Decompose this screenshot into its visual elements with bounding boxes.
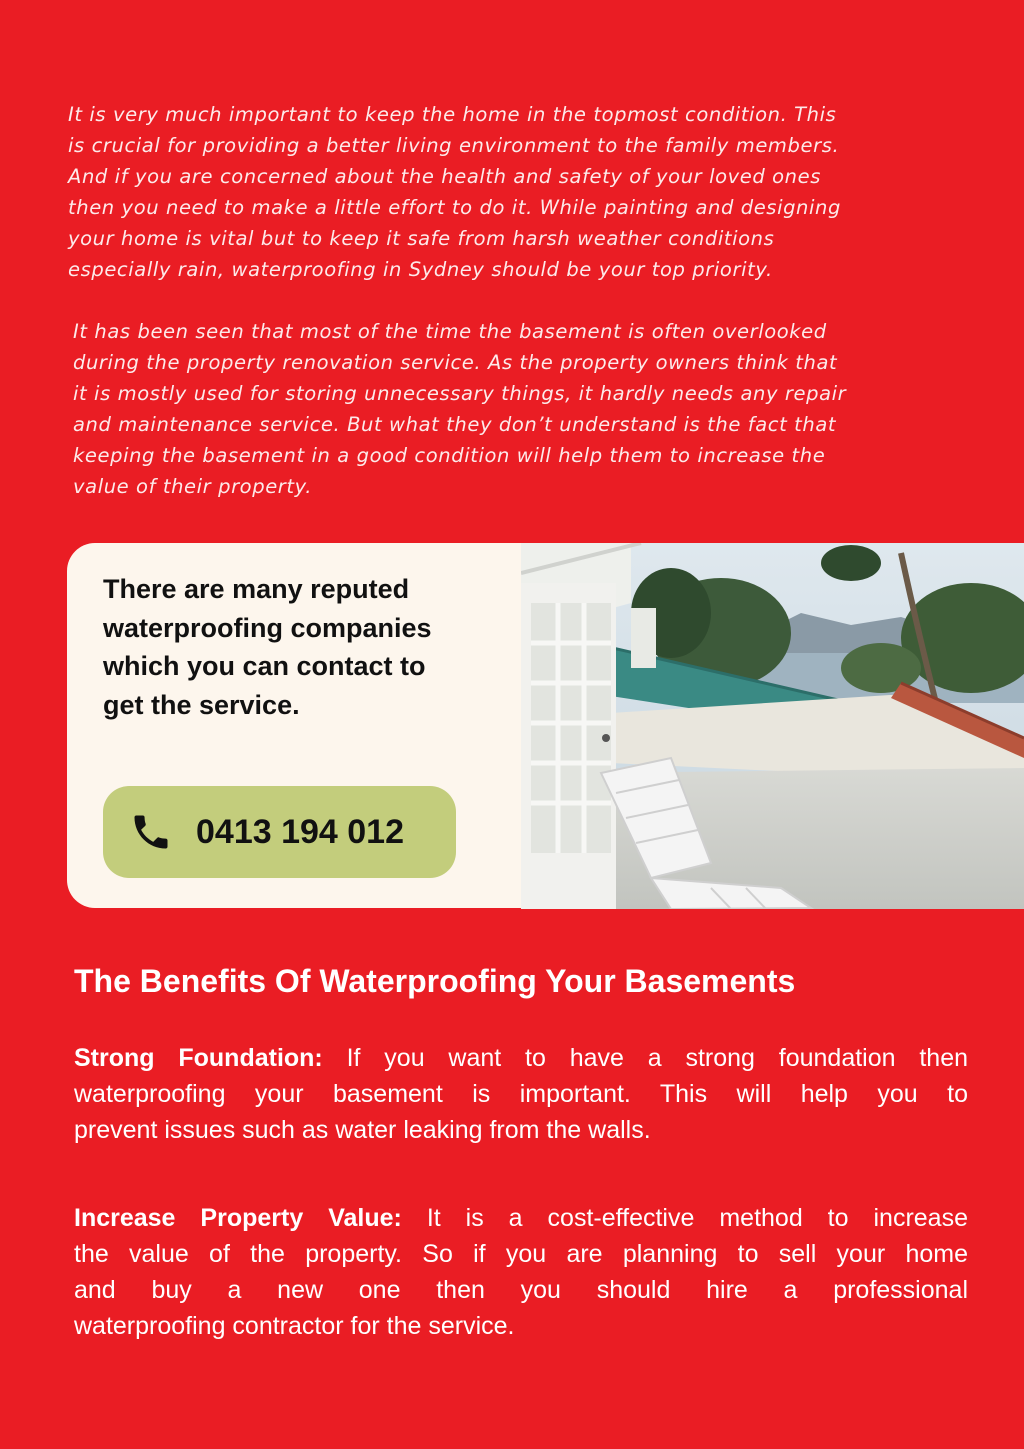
intro-line: keeping the basement in a good condition will help them to increase the (73, 444, 826, 467)
intro-line: is crucial for providing a better living environment to the family members. (68, 134, 840, 157)
promo-line: which you can contact to (103, 651, 426, 681)
intro-paragraph-2 (73, 316, 973, 502)
intro-line: especially rain, waterproofing in Sydney should be your top priority. (68, 258, 773, 281)
benefit-label: Increase Property Value: (74, 1204, 402, 1232)
benefit-line (74, 1040, 968, 1076)
benefit-line: waterproofing your basement is important. This will help you to (74, 1080, 968, 1108)
benefit-strong-foundation (74, 1040, 968, 1148)
benefits-title: The Benefits Of Waterproofing Your Basements (74, 963, 796, 999)
benefit-line (74, 1200, 968, 1236)
benefit-text: If you want to have a strong foundation then (346, 1044, 969, 1072)
phone-number[interactable]: 0413 194 012 (196, 813, 404, 851)
intro-line: value of their property. (73, 475, 313, 498)
promo-line: waterproofing companies (103, 612, 432, 643)
intro-line: it is mostly used for storing unnecessary things, it hardly needs any repair (73, 382, 847, 405)
benefit-line: and buy a new one then you should hire a professional (74, 1276, 968, 1304)
benefit-property-value (74, 1200, 968, 1344)
intro-line: and maintenance service. But what they don’t understand is the fact that (73, 413, 837, 436)
intro-line: during the property renovation service. As the property owners think that (73, 351, 838, 374)
promo-text (103, 570, 503, 724)
benefit-text: It is a cost-effective method to increase (426, 1204, 968, 1232)
intro-line: then you need to make a little effort to do it. While painting and designing (68, 196, 841, 219)
benefit-line: prevent issues such as water leaking from the walls. (74, 1116, 651, 1144)
intro-line: It has been seen that most of the time the basement is often overlooked (73, 320, 827, 343)
intro-paragraph-1 (68, 99, 968, 285)
intro-line: And if you are concerned about the health and safety of your loved ones (68, 165, 821, 188)
phone-icon[interactable] (129, 810, 173, 854)
benefit-line: waterproofing contractor for the service. (74, 1312, 515, 1340)
intro-line: It is very much important to keep the home in the topmost condition. This (68, 103, 837, 126)
benefit-line: the value of the property. So if you are planning to sell your home (74, 1240, 968, 1268)
promo-line: There are many reputed (103, 574, 410, 604)
promo-line: get the service. (103, 689, 300, 720)
benefit-label: Strong Foundation: (74, 1044, 323, 1072)
intro-line: your home is vital but to keep it safe from harsh weather conditions (68, 227, 775, 250)
rooftop-photo (521, 543, 1024, 909)
